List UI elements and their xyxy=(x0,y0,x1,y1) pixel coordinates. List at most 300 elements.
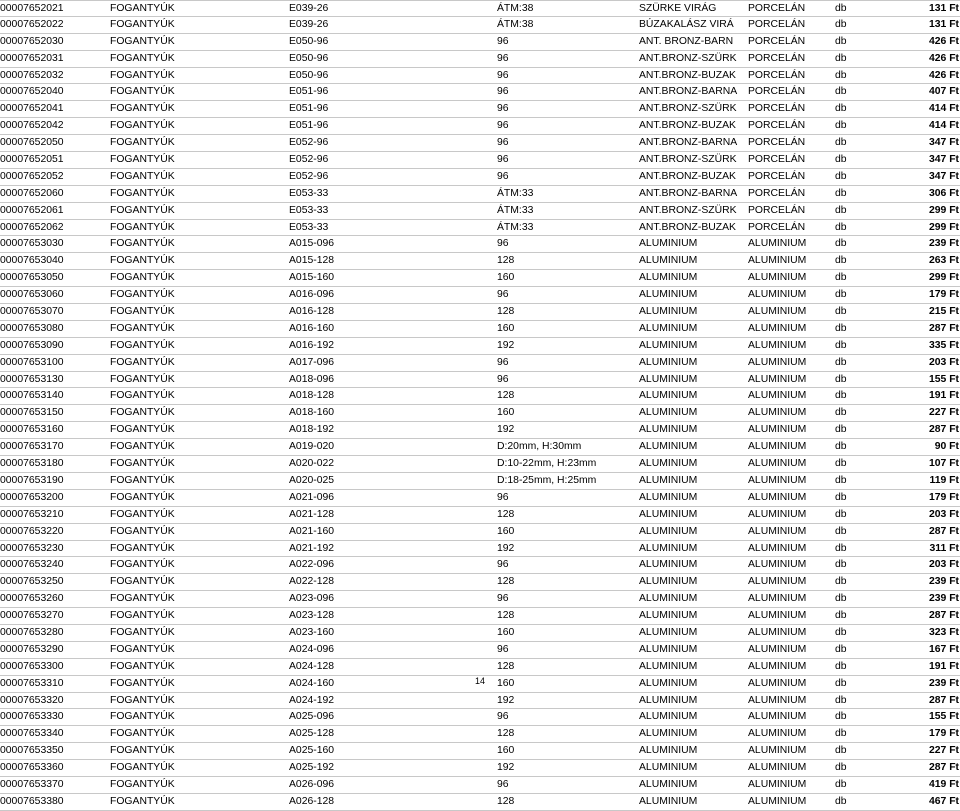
unit-cell: db xyxy=(835,255,847,267)
table-row xyxy=(0,355,960,372)
item-code-cell: 00007653240 xyxy=(0,559,64,571)
item-code-cell: 00007653340 xyxy=(0,728,64,740)
model-code-cell: E039-26 xyxy=(289,18,329,30)
model-code-cell: A023-160 xyxy=(289,626,335,638)
size-cell: 192 xyxy=(497,694,515,706)
material-cell: ALUMINIUM xyxy=(748,576,807,588)
table-row xyxy=(0,68,960,85)
size-cell: 96 xyxy=(497,491,509,503)
size-cell: 128 xyxy=(497,610,515,622)
price-cell: 287 Ft xyxy=(928,610,959,622)
size-cell: 160 xyxy=(497,322,515,334)
finish-cell: ANT.BRONZ-SZÜRK xyxy=(639,154,737,166)
product-name-cell: FOGANTYÚK xyxy=(110,458,175,470)
product-name-cell: FOGANTYÚK xyxy=(110,593,175,605)
item-code-cell: 00007653040 xyxy=(0,255,64,267)
model-code-cell: A018-128 xyxy=(289,390,335,402)
unit-cell: db xyxy=(835,356,847,368)
product-name-cell: FOGANTYÚK xyxy=(110,35,175,47)
finish-cell: ANT.BRONZ-BUZAK xyxy=(639,221,736,233)
item-code-cell: 00007653320 xyxy=(0,694,64,706)
size-cell: 128 xyxy=(497,508,515,520)
product-name-cell: FOGANTYÚK xyxy=(110,610,175,622)
material-cell: ALUMINIUM xyxy=(748,238,807,250)
price-cell: 191 Ft xyxy=(928,660,959,672)
model-code-cell: A016-096 xyxy=(289,289,335,301)
item-code-cell: 00007653290 xyxy=(0,643,64,655)
finish-cell: ANT.BRONZ-SZÜRK xyxy=(639,103,737,115)
price-cell: 287 Ft xyxy=(928,762,959,774)
model-code-cell: A019-020 xyxy=(289,441,335,453)
size-cell: 96 xyxy=(497,643,509,655)
page-number: 14 xyxy=(474,676,485,686)
price-cell: 239 Ft xyxy=(928,677,959,689)
size-cell: 128 xyxy=(497,576,515,588)
table-row xyxy=(0,405,960,422)
item-code-cell: 00007653260 xyxy=(0,593,64,605)
price-cell: 347 Ft xyxy=(928,154,959,166)
finish-cell: ALUMINIUM xyxy=(639,677,698,689)
model-code-cell: E050-96 xyxy=(289,52,329,64)
item-code-cell: 00007652032 xyxy=(0,69,64,81)
unit-cell: db xyxy=(835,576,847,588)
unit-cell: db xyxy=(835,289,847,301)
finish-cell: ANT.BRONZ-BUZAK xyxy=(639,170,736,182)
item-code-cell: 00007653250 xyxy=(0,576,64,588)
item-code-cell: 00007652042 xyxy=(0,120,64,132)
product-name-cell: FOGANTYÚK xyxy=(110,745,175,757)
finish-cell: ALUMINIUM xyxy=(639,508,698,520)
size-cell: 96 xyxy=(497,711,509,723)
price-cell: 287 Ft xyxy=(928,424,959,436)
model-code-cell: A026-096 xyxy=(289,778,335,790)
model-code-cell: E053-33 xyxy=(289,204,329,216)
model-code-cell: A021-192 xyxy=(289,542,335,554)
model-code-cell: A016-192 xyxy=(289,339,335,351)
finish-cell: ALUMINIUM xyxy=(639,424,698,436)
finish-cell: ALUMINIUM xyxy=(639,711,698,723)
price-cell: 287 Ft xyxy=(928,694,959,706)
unit-cell: db xyxy=(835,221,847,233)
product-name-cell: FOGANTYÚK xyxy=(110,441,175,453)
unit-cell: db xyxy=(835,795,847,807)
model-code-cell: A021-128 xyxy=(289,508,335,520)
product-name-cell: FOGANTYÚK xyxy=(110,137,175,149)
unit-cell: db xyxy=(835,86,847,98)
size-cell: 96 xyxy=(497,137,509,149)
material-cell: ALUMINIUM xyxy=(748,474,807,486)
price-cell: 179 Ft xyxy=(928,491,959,503)
price-cell: 407 Ft xyxy=(928,86,959,98)
product-name-cell: FOGANTYÚK xyxy=(110,626,175,638)
table-row xyxy=(0,388,960,405)
material-cell: PORCELÁN xyxy=(748,137,806,149)
material-cell: ALUMINIUM xyxy=(748,306,807,318)
material-cell: ALUMINIUM xyxy=(748,255,807,267)
model-code-cell: A023-128 xyxy=(289,610,335,622)
table-row xyxy=(0,625,960,642)
product-name-cell: FOGANTYÚK xyxy=(110,120,175,132)
price-cell: 414 Ft xyxy=(928,120,959,132)
size-cell: ÁTM:33 xyxy=(497,187,534,199)
table-row xyxy=(0,101,960,118)
product-name-cell: FOGANTYÚK xyxy=(110,339,175,351)
size-cell: 192 xyxy=(497,339,515,351)
price-cell: 155 Ft xyxy=(928,711,959,723)
table-row xyxy=(0,439,960,456)
item-code-cell: 00007653050 xyxy=(0,272,64,284)
price-cell: 426 Ft xyxy=(928,69,959,81)
product-name-cell: FOGANTYÚK xyxy=(110,390,175,402)
finish-cell: ANT.BRONZ-SZÜRK xyxy=(639,52,737,64)
finish-cell: ALUMINIUM xyxy=(639,255,698,267)
model-code-cell: A024-192 xyxy=(289,694,335,706)
unit-cell: db xyxy=(835,694,847,706)
table-row xyxy=(0,490,960,507)
product-name-cell: FOGANTYÚK xyxy=(110,762,175,774)
unit-cell: db xyxy=(835,474,847,486)
unit-cell: db xyxy=(835,525,847,537)
finish-cell: ANT.BRONZ-BUZAK xyxy=(639,120,736,132)
item-code-cell: 00007653180 xyxy=(0,458,64,470)
unit-cell: db xyxy=(835,441,847,453)
model-code-cell: A024-096 xyxy=(289,643,335,655)
price-cell: 347 Ft xyxy=(928,137,959,149)
product-name-cell: FOGANTYÚK xyxy=(110,289,175,301)
product-name-cell: FOGANTYÚK xyxy=(110,424,175,436)
material-cell: ALUMINIUM xyxy=(748,542,807,554)
size-cell: 128 xyxy=(497,255,515,267)
size-cell: 160 xyxy=(497,525,515,537)
model-code-cell: A024-128 xyxy=(289,660,335,672)
size-cell: D:20mm, H:30mm xyxy=(497,441,582,453)
table-row xyxy=(0,422,960,439)
price-cell: 90 Ft xyxy=(934,441,959,453)
item-code-cell: 00007653300 xyxy=(0,660,64,672)
unit-cell: db xyxy=(835,373,847,385)
item-code-cell: 00007653280 xyxy=(0,626,64,638)
product-name-cell: FOGANTYÚK xyxy=(110,170,175,182)
table-row xyxy=(0,726,960,743)
price-cell: 179 Ft xyxy=(928,728,959,740)
model-code-cell: A015-128 xyxy=(289,255,335,267)
table-row xyxy=(0,524,960,541)
table-row xyxy=(0,236,960,253)
table-row xyxy=(0,169,960,186)
unit-cell: db xyxy=(835,643,847,655)
table-row xyxy=(0,270,960,287)
price-cell: 347 Ft xyxy=(928,170,959,182)
price-cell: 191 Ft xyxy=(928,390,959,402)
table-row xyxy=(0,51,960,68)
table-row xyxy=(0,591,960,608)
product-name-cell: FOGANTYÚK xyxy=(110,3,175,14)
model-code-cell: A022-096 xyxy=(289,559,335,571)
model-code-cell: A017-096 xyxy=(289,356,335,368)
unit-cell: db xyxy=(835,610,847,622)
table-row xyxy=(0,287,960,304)
unit-cell: db xyxy=(835,762,847,774)
price-cell: 227 Ft xyxy=(928,745,959,757)
finish-cell: ALUMINIUM xyxy=(639,626,698,638)
product-name-cell: FOGANTYÚK xyxy=(110,69,175,81)
unit-cell: db xyxy=(835,120,847,132)
material-cell: ALUMINIUM xyxy=(748,458,807,470)
item-code-cell: 00007653380 xyxy=(0,795,64,807)
unit-cell: db xyxy=(835,778,847,790)
table-row xyxy=(0,372,960,389)
material-cell: PORCELÁN xyxy=(748,3,806,14)
material-cell: PORCELÁN xyxy=(748,120,806,132)
product-name-cell: FOGANTYÚK xyxy=(110,238,175,250)
product-name-cell: FOGANTYÚK xyxy=(110,660,175,672)
finish-cell: ALUMINIUM xyxy=(639,441,698,453)
table-row xyxy=(0,118,960,135)
table-row xyxy=(0,541,960,558)
finish-cell: ANT.BRONZ-BUZAK xyxy=(639,69,736,81)
price-cell: 287 Ft xyxy=(928,525,959,537)
unit-cell: db xyxy=(835,322,847,334)
item-code-cell: 00007653080 xyxy=(0,322,64,334)
size-cell: 160 xyxy=(497,272,515,284)
size-cell: 160 xyxy=(497,745,515,757)
table-row xyxy=(0,203,960,220)
model-code-cell: A016-128 xyxy=(289,306,335,318)
unit-cell: db xyxy=(835,306,847,318)
finish-cell: ALUMINIUM xyxy=(639,272,698,284)
material-cell: PORCELÁN xyxy=(748,52,806,64)
item-code-cell: 00007653210 xyxy=(0,508,64,520)
model-code-cell: E050-96 xyxy=(289,35,329,47)
unit-cell: db xyxy=(835,339,847,351)
finish-cell: ALUMINIUM xyxy=(639,778,698,790)
price-cell: 179 Ft xyxy=(928,289,959,301)
unit-cell: db xyxy=(835,35,847,47)
finish-cell: ALUMINIUM xyxy=(639,322,698,334)
item-code-cell: 00007653270 xyxy=(0,610,64,622)
size-cell: 192 xyxy=(497,762,515,774)
product-name-cell: FOGANTYÚK xyxy=(110,221,175,233)
finish-cell: ALUMINIUM xyxy=(639,745,698,757)
finish-cell: ANT.BRONZ-BARNA xyxy=(639,187,738,199)
item-code-cell: 00007653130 xyxy=(0,373,64,385)
table-row xyxy=(0,304,960,321)
finish-cell: ALUMINIUM xyxy=(639,559,698,571)
material-cell: PORCELÁN xyxy=(748,154,806,166)
product-name-cell: FOGANTYÚK xyxy=(110,52,175,64)
price-cell: 414 Ft xyxy=(928,103,959,115)
finish-cell: ALUMINIUM xyxy=(639,238,698,250)
material-cell: ALUMINIUM xyxy=(748,593,807,605)
material-cell: ALUMINIUM xyxy=(748,677,807,689)
unit-cell: db xyxy=(835,677,847,689)
material-cell: PORCELÁN xyxy=(748,18,806,30)
model-code-cell: A025-096 xyxy=(289,711,335,723)
table-row xyxy=(0,760,960,777)
finish-cell: ANT.BRONZ-SZÜRK xyxy=(639,204,737,216)
model-code-cell: A016-160 xyxy=(289,322,335,334)
item-code-cell: 00007653170 xyxy=(0,441,64,453)
finish-cell: SZÜRKE VIRÁG xyxy=(639,3,717,14)
finish-cell: ALUMINIUM xyxy=(639,356,698,368)
item-code-cell: 00007653370 xyxy=(0,778,64,790)
table-row xyxy=(0,659,960,676)
product-name-cell: FOGANTYÚK xyxy=(110,407,175,419)
product-name-cell: FOGANTYÚK xyxy=(110,322,175,334)
finish-cell: ALUMINIUM xyxy=(639,762,698,774)
price-cell: 107 Ft xyxy=(928,458,959,470)
table-row xyxy=(0,34,960,51)
unit-cell: db xyxy=(835,626,847,638)
finish-cell: ALUMINIUM xyxy=(639,289,698,301)
unit-cell: db xyxy=(835,424,847,436)
material-cell: ALUMINIUM xyxy=(748,559,807,571)
price-cell: 299 Ft xyxy=(928,221,959,233)
item-code-cell: 00007653220 xyxy=(0,525,64,537)
size-cell: 160 xyxy=(497,626,515,638)
size-cell: 96 xyxy=(497,86,509,98)
product-name-cell: FOGANTYÚK xyxy=(110,86,175,98)
price-cell: 419 Ft xyxy=(928,778,959,790)
price-cell: 335 Ft xyxy=(928,339,959,351)
unit-cell: db xyxy=(835,137,847,149)
material-cell: ALUMINIUM xyxy=(748,660,807,672)
unit-cell: db xyxy=(835,728,847,740)
material-cell: ALUMINIUM xyxy=(748,491,807,503)
finish-cell: ALUMINIUM xyxy=(639,643,698,655)
model-code-cell: E052-96 xyxy=(289,170,329,182)
product-name-cell: FOGANTYÚK xyxy=(110,643,175,655)
product-name-cell: FOGANTYÚK xyxy=(110,677,175,689)
item-code-cell: 00007652051 xyxy=(0,154,64,166)
finish-cell: ALUMINIUM xyxy=(639,407,698,419)
product-name-cell: FOGANTYÚK xyxy=(110,694,175,706)
product-name-cell: FOGANTYÚK xyxy=(110,474,175,486)
model-code-cell: A023-096 xyxy=(289,593,335,605)
material-cell: ALUMINIUM xyxy=(748,289,807,301)
material-cell: ALUMINIUM xyxy=(748,424,807,436)
price-cell: 131 Ft xyxy=(928,3,959,14)
unit-cell: db xyxy=(835,272,847,284)
unit-cell: db xyxy=(835,204,847,216)
item-code-cell: 00007653190 xyxy=(0,474,64,486)
unit-cell: db xyxy=(835,508,847,520)
size-cell: 96 xyxy=(497,170,509,182)
product-name-cell: FOGANTYÚK xyxy=(110,491,175,503)
price-cell: 263 Ft xyxy=(928,255,959,267)
size-cell: 160 xyxy=(497,677,515,689)
table-row xyxy=(0,557,960,574)
item-code-cell: 00007652030 xyxy=(0,35,64,47)
price-cell: 306 Ft xyxy=(928,187,959,199)
price-cell: 155 Ft xyxy=(928,373,959,385)
table-row xyxy=(0,152,960,169)
material-cell: PORCELÁN xyxy=(748,86,806,98)
material-cell: ALUMINIUM xyxy=(748,390,807,402)
finish-cell: ALUMINIUM xyxy=(639,373,698,385)
model-code-cell: A025-160 xyxy=(289,745,335,757)
model-code-cell: A015-160 xyxy=(289,272,335,284)
model-code-cell: E053-33 xyxy=(289,187,329,199)
material-cell: ALUMINIUM xyxy=(748,795,807,807)
finish-cell: ALUMINIUM xyxy=(639,542,698,554)
unit-cell: db xyxy=(835,542,847,554)
material-cell: PORCELÁN xyxy=(748,69,806,81)
price-cell: 119 Ft xyxy=(929,474,959,486)
unit-cell: db xyxy=(835,103,847,115)
item-code-cell: 00007652062 xyxy=(0,221,64,233)
item-code-cell: 00007653070 xyxy=(0,306,64,318)
item-code-cell: 00007652021 xyxy=(0,3,64,14)
unit-cell: db xyxy=(835,3,847,14)
material-cell: ALUMINIUM xyxy=(748,728,807,740)
item-code-cell: 00007653200 xyxy=(0,491,64,503)
material-cell: ALUMINIUM xyxy=(748,508,807,520)
material-cell: ALUMINIUM xyxy=(748,711,807,723)
table-row xyxy=(0,709,960,726)
price-cell: 131 Ft xyxy=(928,18,959,30)
table-row xyxy=(0,253,960,270)
product-name-cell: FOGANTYÚK xyxy=(110,508,175,520)
product-name-cell: FOGANTYÚK xyxy=(110,255,175,267)
model-code-cell: A020-022 xyxy=(289,458,335,470)
finish-cell: ANT. BRONZ-BARN xyxy=(639,35,734,47)
table-row xyxy=(0,321,960,338)
size-cell: 96 xyxy=(497,35,509,47)
material-cell: ALUMINIUM xyxy=(748,762,807,774)
finish-cell: ALUMINIUM xyxy=(639,474,698,486)
unit-cell: db xyxy=(835,407,847,419)
material-cell: PORCELÁN xyxy=(748,221,806,233)
unit-cell: db xyxy=(835,170,847,182)
size-cell: 160 xyxy=(497,407,515,419)
product-name-cell: FOGANTYÚK xyxy=(110,542,175,554)
material-cell: ALUMINIUM xyxy=(748,525,807,537)
model-code-cell: A018-192 xyxy=(289,424,335,436)
table-row xyxy=(0,456,960,473)
size-cell: 96 xyxy=(497,103,509,115)
finish-cell: ALUMINIUM xyxy=(639,660,698,672)
model-code-cell: A021-160 xyxy=(289,525,335,537)
size-cell: 192 xyxy=(497,424,515,436)
material-cell: PORCELÁN xyxy=(748,204,806,216)
unit-cell: db xyxy=(835,559,847,571)
item-code-cell: 00007652050 xyxy=(0,137,64,149)
product-name-cell: FOGANTYÚK xyxy=(110,559,175,571)
size-cell: 96 xyxy=(497,154,509,166)
product-name-cell: FOGANTYÚK xyxy=(110,204,175,216)
material-cell: ALUMINIUM xyxy=(748,373,807,385)
unit-cell: db xyxy=(835,154,847,166)
model-code-cell: A020-025 xyxy=(289,474,335,486)
unit-cell: db xyxy=(835,238,847,250)
finish-cell: ALUMINIUM xyxy=(639,610,698,622)
price-cell: 299 Ft xyxy=(928,272,959,284)
model-code-cell: A021-096 xyxy=(289,491,335,503)
material-cell: ALUMINIUM xyxy=(748,441,807,453)
product-name-cell: FOGANTYÚK xyxy=(110,576,175,588)
size-cell: ÁTM:33 xyxy=(497,204,534,216)
table-row xyxy=(0,135,960,152)
size-cell: 128 xyxy=(497,795,515,807)
table-row xyxy=(0,743,960,760)
unit-cell: db xyxy=(835,745,847,757)
model-code-cell: E053-33 xyxy=(289,221,329,233)
finish-cell: ALUMINIUM xyxy=(639,390,698,402)
size-cell: 192 xyxy=(497,542,515,554)
size-cell: 96 xyxy=(497,593,509,605)
unit-cell: db xyxy=(835,390,847,402)
